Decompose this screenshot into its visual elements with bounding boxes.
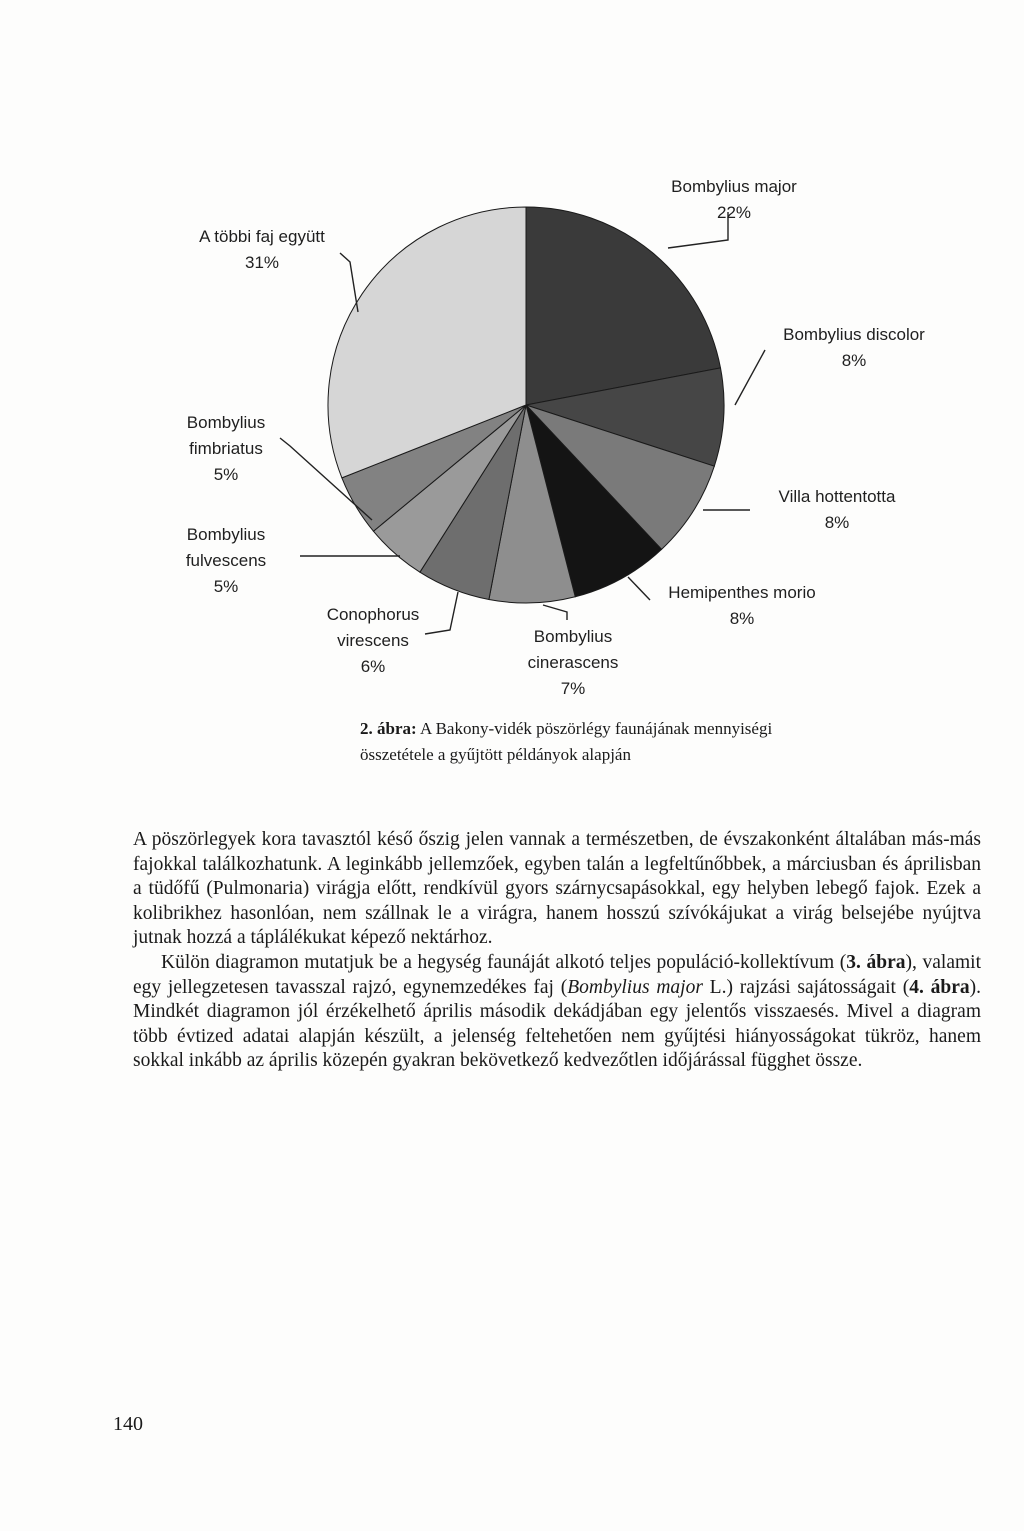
slice-name: Conophorus [326,605,420,624]
leader-line [628,577,650,600]
slice-percent: 31% [244,253,280,272]
species-name: Bombylius major [567,976,703,998]
figure-caption [360,716,860,768]
caption-number: 2. ábra: [360,719,417,738]
slice-name: Bombylius major [671,177,797,196]
slice-percent: 6% [360,657,386,676]
slice-label [528,627,619,698]
body-text [133,828,981,1074]
slice-percent: 8% [841,351,867,370]
slice-name: cinerascens [527,653,619,672]
slice-name: fulvescens [185,551,267,570]
slice-label [783,325,925,370]
leader-line [425,592,458,634]
slice-label [327,605,420,676]
slice-name: Bombylius [533,627,613,646]
pie-slices [328,207,724,603]
slice-label [199,227,325,272]
paragraph-1: A pöszörlegyek kora tavasztól késő őszig jelen vannak a természetben, de évszakonként általában más-más fajokkal találkozhatunk. A leginkább jellemzőek, egyben talán a legfeltűnőbbek, a márciusban és áprilisban a tüdőfű (Pulmonaria) virágja előtt, rendkívül gyors szárnycsapásokkal, egy helyben lebegő fajok. Ezek a kolibrikhez hasonlóan, nem szállnak le a virágra, hanem hosszú szívókájukat a virág belsejébe nyújtva jutnak hozzá a táplálékukat képező nektárhoz. [133,829,981,949]
slice-percent: 8% [824,513,850,532]
slice-percent: 5% [213,465,239,484]
caption-text-line2: összetétele a gyűjtött példányok alapján [360,745,631,764]
leader-line [340,253,358,312]
slice-label [671,177,797,222]
slice-name: virescens [337,631,409,650]
slice-percent: 8% [729,609,755,628]
leader-line [735,350,765,405]
slice-name: Bombylius discolor [783,325,925,344]
slice-percent: 7% [560,679,586,698]
slice-name: Villa hottentotta [778,487,896,506]
figure-reference-4: 4. ábra [909,976,970,998]
paragraph-2-part-d: ). Mindkét diagramon jól érzékelhető április második dekádjában egy jelentős visszaesés. Mivel a diagram több évtized adatai alapján készült, a jelenség feltehetően nem gyűjtési hiányosságokat tükröz, hanem sokkal inkább az április közepén gyakran bekövetkező kedvezőtlen időjárással függhet össze. [133,976,981,1072]
slice-name: fimbriatus [189,439,263,458]
figure-reference-3: 3. ábra [846,951,906,973]
slice-name: Bombylius [186,413,266,432]
slice-name: Hemipenthes morio [668,583,816,602]
paragraph-2-part-a: Külön diagramon mutatjuk be a hegység faunáját alkotó teljes populáció-kollektívum ( [161,951,847,973]
slice-label [668,583,815,628]
slice-percent: 5% [213,577,239,596]
page-number: 140 [113,1413,143,1435]
slice-label [187,413,265,484]
slice-percent: 22% [716,203,752,222]
slice-label [186,525,266,596]
slice-name: Bombylius [186,525,266,544]
pie-chart [0,0,1024,710]
slice-name: A többi faj együtt [199,227,325,246]
paragraph-2-part-b: ), valamit egy jellegzetesen tavasszal rajzó, egynemzedékes faj ( [133,951,981,998]
paragraph-2-part-c: L.) rajzási sajátosságait ( [702,976,910,998]
leader-line [543,605,567,620]
caption-text-line1: A Bakony-vidék pöszörlégy faunájának mennyiségi [419,719,773,738]
slice-label [779,487,896,532]
paragraph-2 [133,951,981,1074]
